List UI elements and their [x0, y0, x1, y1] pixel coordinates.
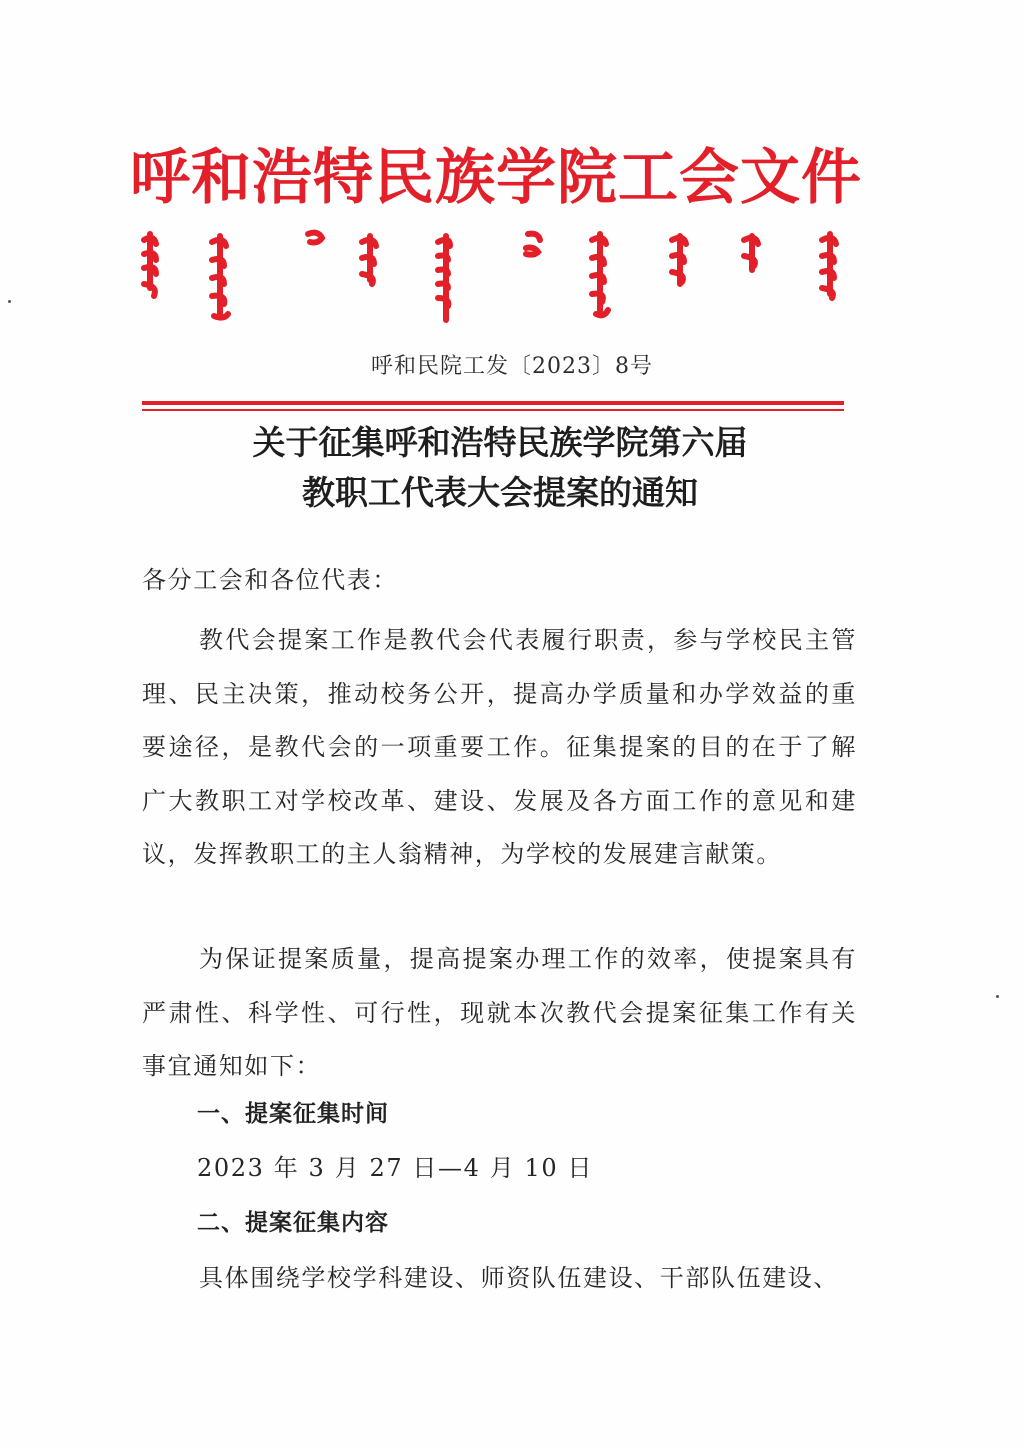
mongolian-script-title	[140, 226, 855, 336]
section-heading: 二、提案征集内容	[197, 1210, 389, 1236]
notice-title-line: 关于征集呼和浩特民族学院第六届	[252, 423, 748, 462]
org-document-title: 呼和浩特民族学院工会文件	[130, 143, 862, 213]
section-heading: 一、提案征集时间	[197, 1101, 389, 1127]
notice-title	[150, 418, 850, 518]
red-divider-thick	[142, 401, 844, 405]
section-content: 2023 年 3 月 27 日—4 月 10 日	[197, 1154, 594, 1182]
document-number: 呼和民院工发〔2023〕8号	[371, 354, 653, 379]
notice-title-line: 教职工代表大会提案的通知	[302, 473, 698, 512]
section-content: 具体围绕学校学科建设、师资队伍建设、干部队伍建设、	[199, 1264, 839, 1292]
scan-speck	[8, 300, 11, 303]
body-paragraph: 教代会提案工作是教代会代表履行职责，参与学校民主管理、民主决策，推动校务公开，提高办学质量和办学效益的重要途径，是教代会的一项重要工作。征集提案的目的在于了解广大教职工对学校改革、建设、发展及各方面工作的意见和建议，发挥教职工的主人翁精神，为学校的发展建言献策。	[142, 626, 857, 868]
salutation: 各分工会和各位代表：	[142, 566, 398, 594]
body-paragraph: 为保证提案质量，提高提案办理工作的效率，使提案具有严肃性、科学性、可行性，现就本次教代会提案征集工作有关事宜通知如下：	[142, 945, 857, 1080]
red-divider-thin	[142, 409, 844, 411]
scan-speck	[996, 995, 999, 998]
